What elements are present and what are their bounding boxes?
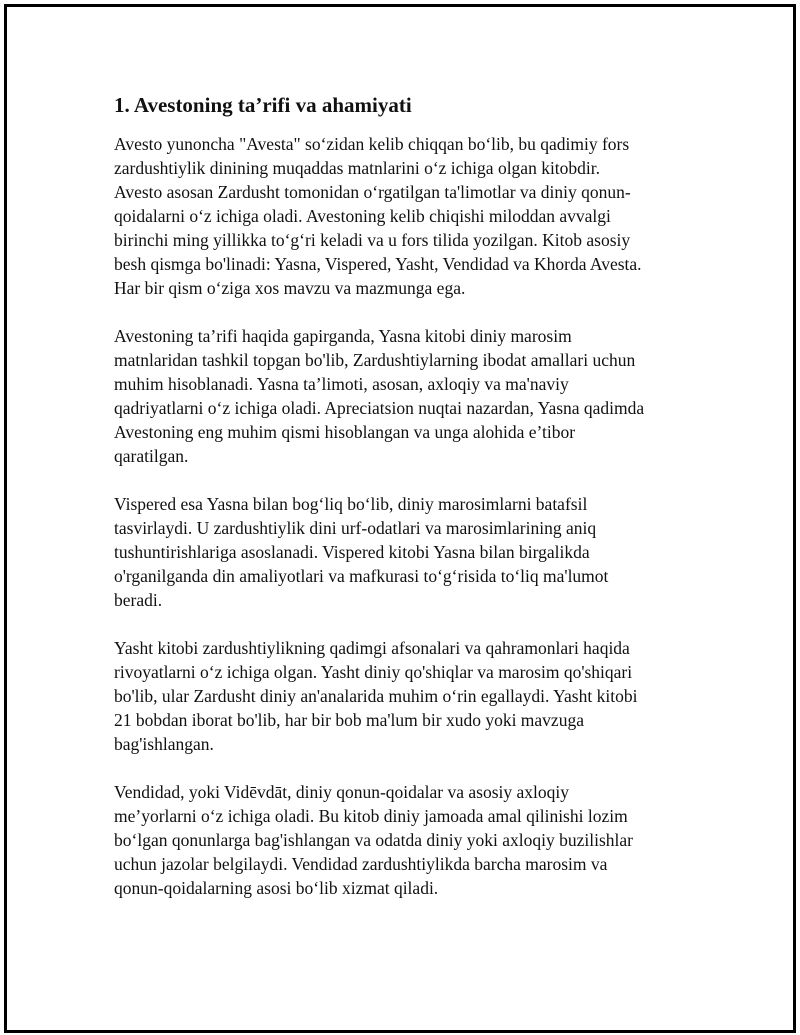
paragraph-vendidad: Vendidad, yoki Vidēvdāt, diniy qonun-qoidalar va asosiy axloqiy me’yorlarni o‘z ichiga oladi. Bu kitob diniy jamoada amal qilinishi lozim bo‘lgan qonunlarga bag'ishlangan va odatda diniy yoki axloqiy buzilishlar uchun jazolar belgilaydi. Vendidad zardushtiylikda barcha marosim va qonun-qoidalarning asosi bo‘lib xizmat qiladi.: [114, 782, 633, 898]
paragraph-vispered: Vispered esa Yasna bilan bog‘liq bo‘lib, diniy marosimlarni batafsil tasvirlaydi. U zardushtiylik dini urf-odatlari va marosimlarining aniq tushuntirishlariga asoslanadi. Vispered kitobi Yasna bilan birgalikda o'rganilganda din amaliyotlari va mafkurasi to‘g‘risida to‘liq ma'lumot beradi.: [114, 494, 609, 610]
document-body: [114, 90, 694, 924]
paragraph-intro: Avesto yunoncha "Avesta" so‘zidan kelib chiqqan bo‘lib, bu qadimiy fors zardushtiylik dinining muqaddas matnlarini o‘z ichiga olgan kitobdir. Avesto asosan Zardusht tomonidan o‘rgatilgan ta'limotlar va diniy qonun- qoidalarni o‘z ichiga oladi. Avestoning kelib chiqishi miloddan avvalgi birinchi ming yillikka to‘g‘ri keladi va u fors tilida yozilgan. Kitob asosiy besh qismga bo'linadi: Yasna, Vispered, Yasht, Vendidad va Khorda Avesta. Har bir qism o‘ziga xos mavzu va mazmunga ega.: [114, 134, 642, 298]
section-heading: 1. Avestoning ta’rifi va ahamiyati: [114, 93, 412, 117]
paragraph-yasht: Yasht kitobi zardushtiylikning qadimgi afsonalari va qahramonlari haqida rivoyatlarni o‘z ichiga olgan. Yasht diniy qo'shiqlar va marosim qo'shiqari bo'lib, ular Zardusht diniy an'analarida muhim o‘rin egallaydi. Yasht kitobi 21 bobdan iborat bo'lib, har bir bob ma'lum bir xudo yoki mavzuga bag'ishlangan.: [114, 638, 638, 754]
paragraph-yasna: Avestoning ta’rifi haqida gapirganda, Yasna kitobi diniy marosim matnlaridan tashkil topgan bo'lib, Zardushtiylarning ibodat amallari uchun muhim hisoblanadi. Yasna ta’limoti, asosan, axloqiy va ma'naviy qadriyatlarni o‘z ichiga oladi. Apreciatsion nuqtai nazardan, Yasna qadimda Avestoning eng muhim qismi hisoblangan va unga alohida e’tibor qaratilgan.: [114, 326, 645, 466]
